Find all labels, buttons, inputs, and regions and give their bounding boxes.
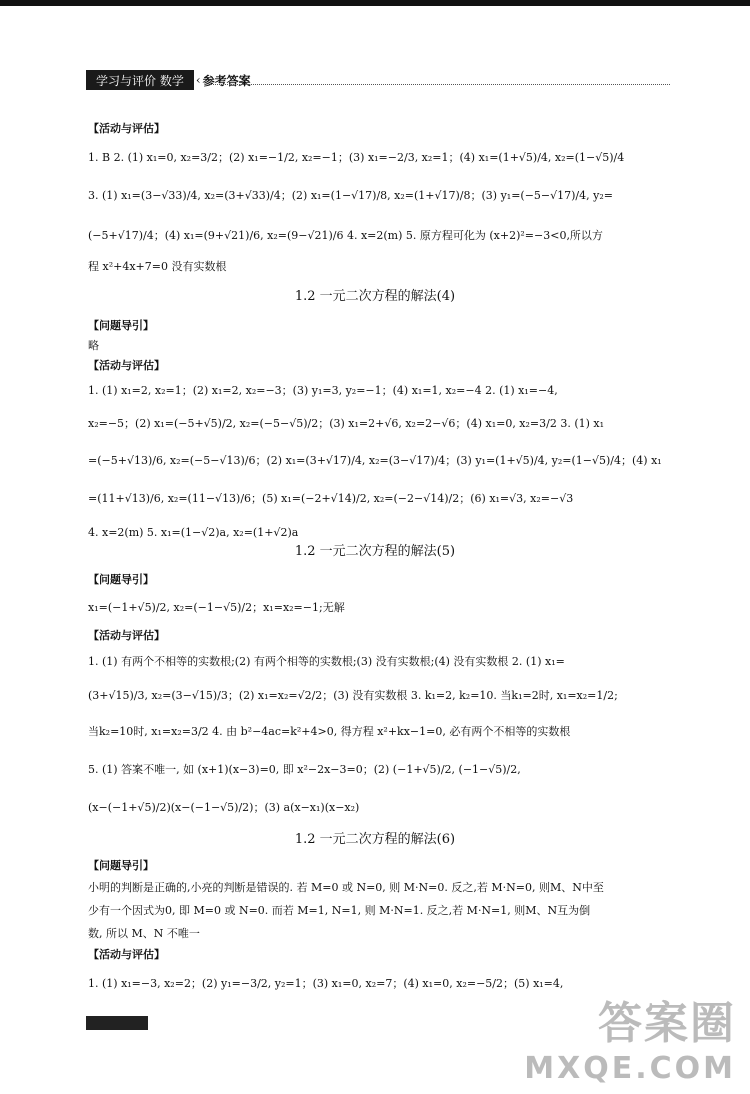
tag-activity: 【活动与评估】 [88,629,165,642]
page-header [86,70,251,90]
page-number-bar [86,1016,148,1030]
watermark-logo [524,987,736,1086]
header-divider [210,84,670,85]
book-label: 学习与评价 数学 [86,70,194,90]
answer-line: 5. (1) 答案不唯一, 如 (x+1)(x−3)=0, 即 x²−2x−3=0；(2) (−1+√5)/2, (−1−√5)/2, [88,763,521,776]
answer-line: 1. (1) 有两个不相等的实数根;(2) 有两个相等的实数根;(3) 没有实数根;(4) 没有实数根 2. (1) x₁= [88,655,565,668]
header-title: 参考答案 [202,73,251,88]
answer-line: =(11+√13)/6, x₂=(11−√13)/6；(5) x₁=(−2+√14)/2, x₂=(−2−√14)/2；(6) x₁=√3, x₂=−√3 [88,492,574,505]
watermark-url: MXQE.COM [524,1051,736,1086]
answer-line: 1. (1) x₁=−3, x₂=2；(2) y₁=−3/2, y₂=1；(3) x₁=0, x₂=7；(4) x₁=0, x₂=−5/2；(5) x₁=4, [88,977,564,990]
answer-line: =(−5+√13)/6, x₂=(−5−√13)/6；(2) x₁=(3+√17)/4, x₂=(3−√17)/4；(3) y₁=(1+√5)/4, y₂=(1−√5)/4；(4) x₁ [88,454,662,467]
section-4 [88,856,668,1003]
section-heading-5: 1.2 一元二次方程的解法(5) [294,544,456,559]
tag-activity: 【活动与评估】 [88,359,165,372]
answer-line: x₂=−5；(2) x₁=(−5+√5)/2, x₂=(−5−√5)/2；(3) x₁=2+√6, x₂=2−√6；(4) x₁=0, x₂=3/2 3. (1) x₁ [88,417,605,430]
answer-line: 程 x²+4x+7=0 没有实数根 [88,260,227,273]
section-2 [88,316,668,548]
section-1 [88,118,668,278]
answer-line: (3+√15)/3, x₂=(3−√15)/3；(2) x₁=x₂=√2/2；(3) 没有实数根 3. k₁=2, k₂=10. 当k₁=2时, x₁=x₂=1/2; [88,689,618,702]
answer-line: 4. x=2(m) 5. x₁=(1−√2)a, x₂=(1+√2)a [88,526,299,539]
tag-question: 【问题导引】 [88,859,154,872]
tag-question: 【问题导引】 [88,319,154,332]
answer-line: (−5+√17)/4；(4) x₁=(9+√21)/6, x₂=(9−√21)/6 4. x=2(m) 5. 原方程可化为 (x+2)²=−3<0,所以方 [88,229,603,242]
question-line: 数, 所以 M、N 不唯一 [88,927,200,940]
arrow-left-icon: ‹ [195,73,201,87]
watermark-text: 答案圈 [598,998,736,1049]
tag-activity: 【活动与评估】 [88,122,165,135]
question-answer: 略 [88,339,99,352]
answer-line: 当k₂=10时, x₁=x₂=3/2 4. 由 b²−4ac=k²+4>0, 得方程 x²+kx−1=0, 必有两个不相等的实数根 [88,725,571,738]
section-3 [88,570,668,826]
section-heading-6: 1.2 一元二次方程的解法(6) [294,832,456,847]
answer-line: 3. (1) x₁=(3−√33)/4, x₂=(3+√33)/4；(2) x₁=(1−√17)/8, x₂=(1+√17)/8；(3) y₁=(−5−√17)/4, y₂= [88,189,613,202]
answer-line: 1. B 2. (1) x₁=0, x₂=3/2；(2) x₁=−1/2, x₂=−1；(3) x₁=−2/3, x₂=1；(4) x₁=(1+√5)/4, x₂=(1−√5)/4 [88,151,625,164]
tag-question: 【问题导引】 [88,573,154,586]
top-border [0,0,750,6]
question-line: 少有一个因式为0, 即 M=0 或 N=0. 而若 M=1, N=1, 则 M·N=1. 反之,若 M·N=1, 则M、N互为倒 [88,904,591,917]
section-heading-4: 1.2 一元二次方程的解法(4) [294,289,456,304]
question-answer: x₁=(−1+√5)/2, x₂=(−1−√5)/2；x₁=x₂=−1;无解 [88,601,345,614]
tag-activity: 【活动与评估】 [88,948,165,961]
answer-line: 1. (1) x₁=2, x₂=1；(2) x₁=2, x₂=−3；(3) y₁=3, y₂=−1；(4) x₁=1, x₂=−4 2. (1) x₁=−4, [88,384,558,397]
question-line: 小明的判断是正确的,小亮的判断是错误的. 若 M=0 或 N=0, 则 M·N=0. 反之,若 M·N=0, 则M、N中至 [88,881,604,894]
answer-line: (x−(−1+√5)/2)(x−(−1−√5)/2)；(3) a(x−x₁)(x−x₂) [88,801,360,814]
